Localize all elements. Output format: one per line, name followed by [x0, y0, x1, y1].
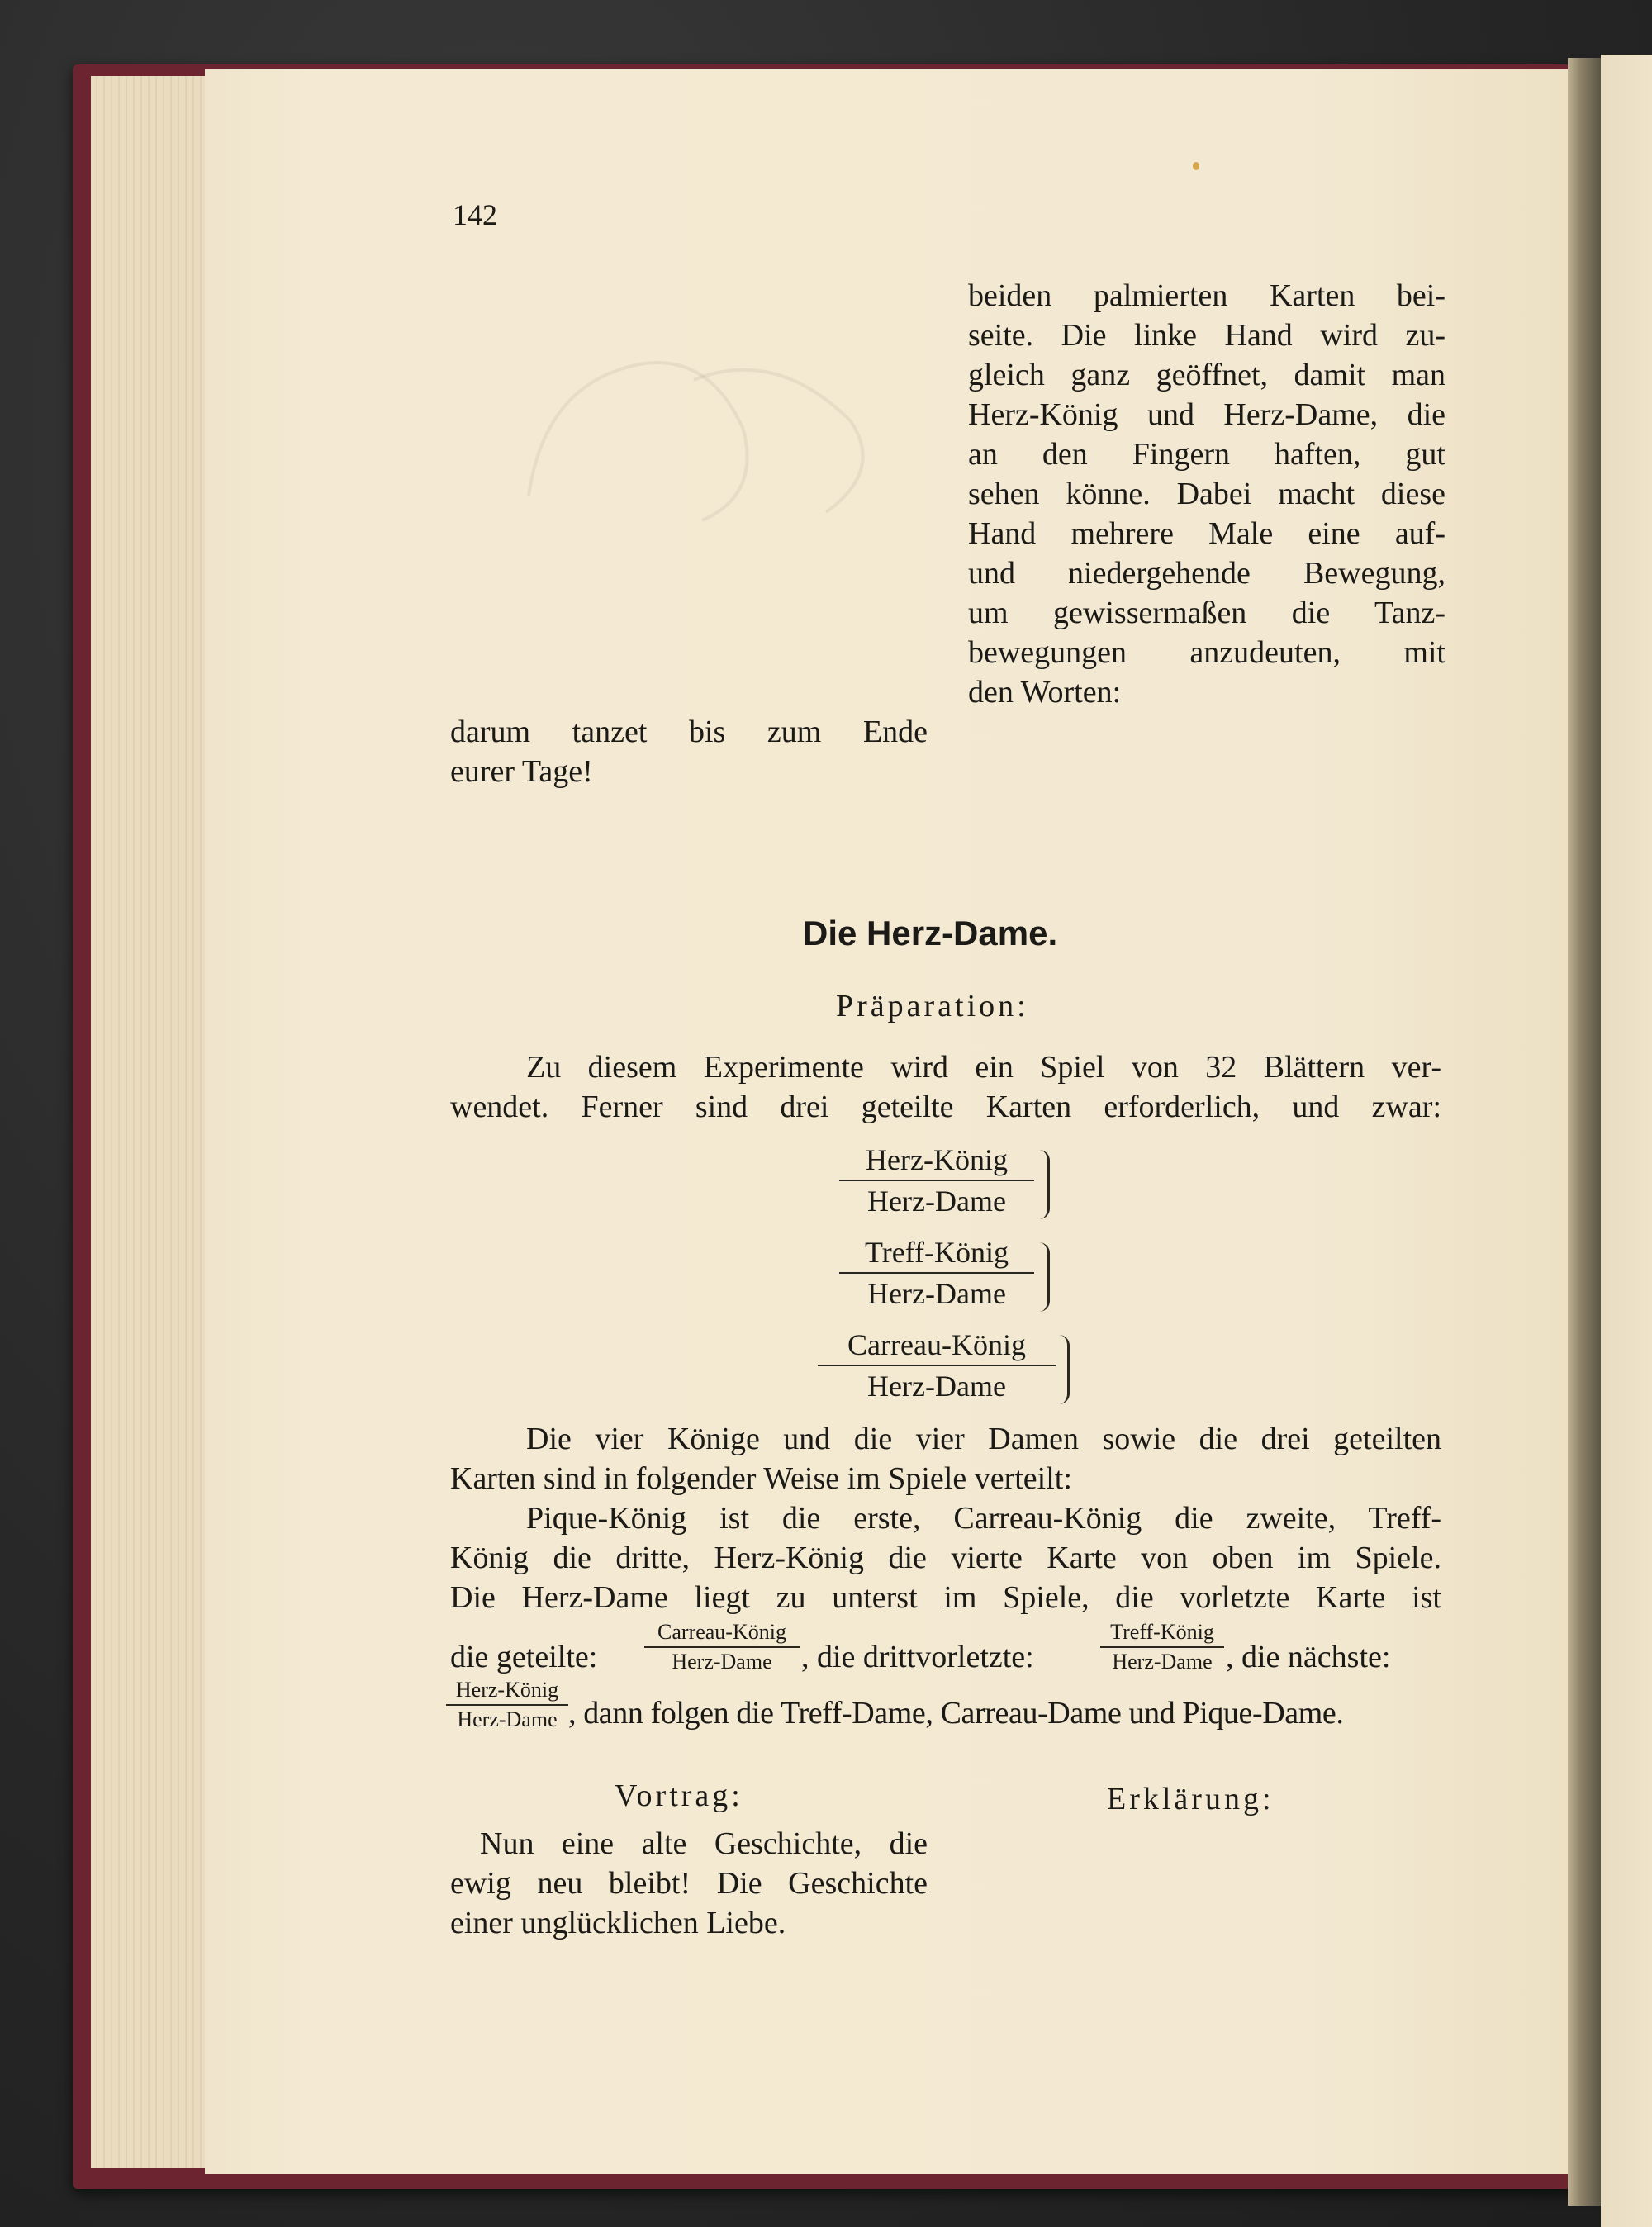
- page-number: 142: [453, 198, 497, 231]
- vortrag-heading: Vortrag:: [615, 1778, 743, 1813]
- split-card-top: Herz-König: [866, 1143, 1008, 1176]
- distribution-paragraph: [450, 1419, 1441, 1617]
- fraction-rule: [839, 1180, 1034, 1181]
- left-column-text: [450, 712, 928, 791]
- split-card-bottom: Herz-Dame: [867, 1370, 1006, 1403]
- inline-text: , dann folgen die Treff-Dame, Carreau-Dame und Pique-Dame.: [568, 1696, 1344, 1731]
- fraction-rule: [446, 1704, 568, 1706]
- next-page-edge: [1601, 55, 1652, 2227]
- text-line: und niedergehende Bewegung,: [968, 556, 1446, 591]
- fraction-top: Treff-König: [1110, 1620, 1214, 1644]
- text-line: einer unglücklichen Liebe.: [450, 1906, 786, 1940]
- text-line: Karten sind in folgender Weise im Spiele verteilt:: [450, 1461, 1072, 1496]
- text-line: Herz-König und Herz-Dame, die: [968, 397, 1446, 432]
- text-line: Die Herz-Dame liegt zu unterst im Spiele, die vorletzte Karte ist: [450, 1580, 1441, 1615]
- brace: [1039, 1242, 1050, 1312]
- text-line: um gewissermaßen die Tanz-: [968, 596, 1446, 630]
- book-gutter: [1568, 58, 1601, 2206]
- inline-text: die geteilte:: [450, 1640, 598, 1674]
- show-through-sketch: [496, 330, 925, 545]
- inline-text: , die nächste:: [1226, 1640, 1391, 1674]
- text-line: an den Fingern haften, gut: [968, 437, 1446, 472]
- brace: [1039, 1150, 1050, 1219]
- fraction-top: Herz-König: [455, 1678, 559, 1702]
- section-title: Die Herz-Dame.: [803, 914, 1058, 952]
- fraction-top: Carreau-König: [657, 1620, 786, 1644]
- preparation-heading: Präparation:: [836, 989, 1029, 1023]
- ink-spot: [1193, 162, 1199, 170]
- fraction-rule: [644, 1646, 800, 1648]
- text-line: gleich ganz geöffnet, damit man: [968, 358, 1446, 392]
- fraction-bottom: Herz-Dame: [672, 1650, 772, 1674]
- fraction-rule: [839, 1272, 1034, 1274]
- fraction-bottom: Herz-Dame: [457, 1707, 558, 1731]
- text-line: wendet. Ferner sind drei geteilte Karten erforderlich, und zwar:: [450, 1090, 1441, 1124]
- text-line: den Worten:: [968, 675, 1122, 710]
- text-line: beiden palmierten Karten bei-: [968, 278, 1446, 313]
- fraction-rule: [1100, 1646, 1224, 1648]
- inline-fraction-3: [446, 1679, 568, 1731]
- text-line: Hand mehrere Male eine auf-: [968, 516, 1446, 551]
- brace: [1059, 1335, 1070, 1404]
- vortrag-text: [450, 1824, 928, 1943]
- intro-paragraph: [450, 1047, 1441, 1127]
- page-edges: [91, 76, 215, 2168]
- text-line: Pique-König ist die erste, Carreau-König die zweite, Treff-: [526, 1501, 1441, 1536]
- inline-fraction-2: [1100, 1621, 1224, 1674]
- text-line: ewig neu bleibt! Die Geschichte: [450, 1866, 928, 1901]
- text-line: König die dritte, Herz-König die vierte Karte von oben im Spiele.: [450, 1541, 1441, 1575]
- split-card-bottom: Herz-Dame: [867, 1277, 1006, 1310]
- text-line: eurer Tage!: [450, 754, 593, 789]
- right-column-text: [968, 276, 1446, 712]
- text-line: Die vier Könige und die vier Damen sowie die drei geteilten: [526, 1422, 1441, 1456]
- text-line: bewegungen anzudeuten, mit: [968, 635, 1446, 670]
- split-card-top: Treff-König: [864, 1236, 1009, 1269]
- inline-text: , die drittvorletzte:: [801, 1640, 1034, 1674]
- fraction-rule: [818, 1365, 1056, 1366]
- text-line: sehen könne. Dabei macht diese: [968, 477, 1446, 511]
- split-card-bottom: Herz-Dame: [867, 1185, 1006, 1218]
- text-line: Zu diesem Experimente wird ein Spiel von 32 Blättern ver-: [526, 1050, 1441, 1085]
- split-card-top: Carreau-König: [847, 1328, 1026, 1361]
- fraction-bottom: Herz-Dame: [1112, 1650, 1213, 1674]
- text-line: Nun eine alte Geschichte, die: [480, 1826, 928, 1861]
- erklaerung-heading: Erklärung:: [1107, 1782, 1275, 1816]
- text-line: seite. Die linke Hand wird zu-: [968, 318, 1446, 353]
- inline-fraction-1: [644, 1621, 800, 1674]
- text-line: darum tanzet bis zum Ende: [450, 715, 928, 749]
